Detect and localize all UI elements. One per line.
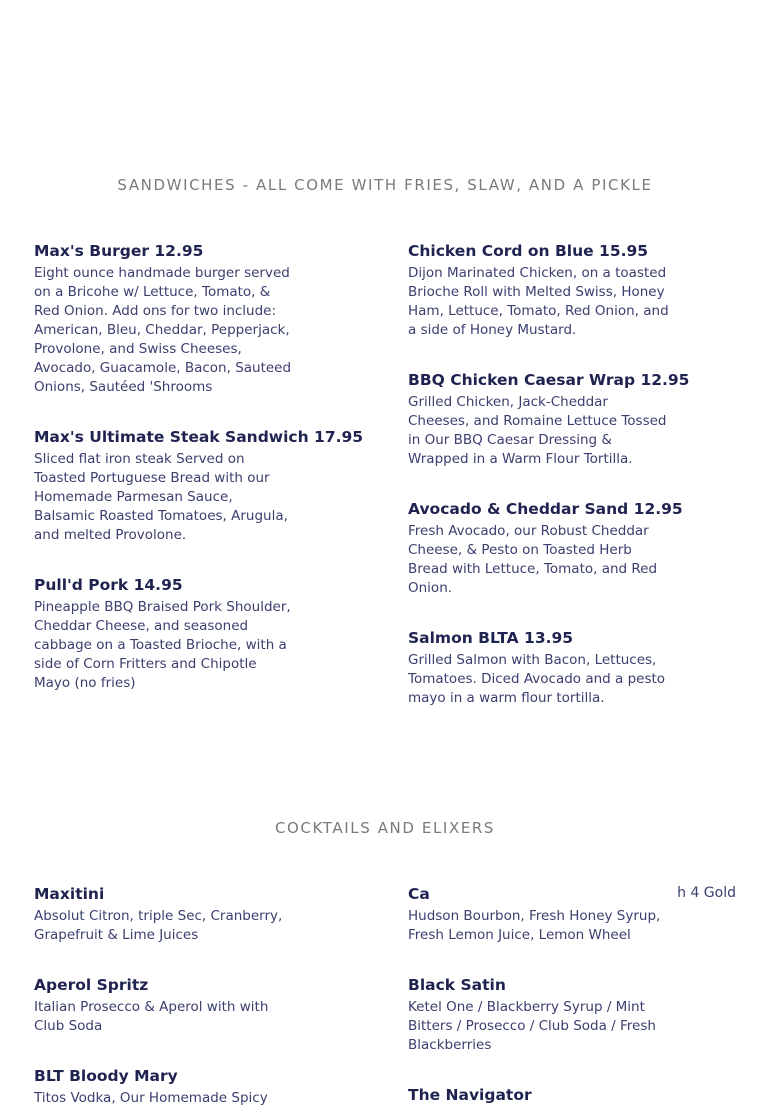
item-title: Avocado & Cheddar Sand 12.95 — [408, 500, 683, 518]
item-description: Italian Prosecco & Aperol with with Club Soda — [34, 999, 269, 1034]
cocktails-heading: COCKTAILS AND ELIXERS — [274, 819, 496, 837]
menu-item — [34, 427, 364, 545]
sandwiches-left-column — [34, 241, 364, 693]
item-description: Eight ounce handmade burger served on a Bricohe w/ Lettuce, Tomato, & Red Onion. Add ons for two include: American, Bleu, Cheddar, Pepperjack, Provolone, and Swiss Cheeses, Avocado, Guacamole, Bacon, Sauteed Onions, Sautéed 'Shrooms — [34, 265, 292, 395]
item-title: BLT Bloody Mary — [34, 1067, 178, 1085]
item-title: Maxitini — [34, 885, 105, 903]
item-title: Pull'd Pork 14.95 — [34, 576, 183, 594]
cocktails-left-column — [34, 884, 354, 1108]
item-description: Grilled Chicken, Jack-Cheddar Cheeses, and Romaine Lettuce Tossed in Our BBQ Caesar Dressing & Wrapped in a Warm Flour Tortilla. — [408, 394, 667, 467]
sandwiches-heading: SANDWICHES - ALL COME WITH FRIES, SLAW, AND A PICKLE — [117, 176, 653, 194]
item-description: Dijon Marinated Chicken, on a toasted Brioche Roll with Melted Swiss, Honey Ham, Lettuce, Tomato, Red Onion, and a side of Honey Mustard. — [408, 265, 669, 338]
menu-item — [408, 499, 728, 598]
item-title: Max's Ultimate Steak Sandwich 17.95 — [34, 428, 364, 446]
item-description: Sliced flat iron steak Served on Toasted Portuguese Bread with our Homemade Parmesan Sauce, Balsamic Roasted Tomatoes, Arugula, and melted Provolone. — [34, 451, 288, 543]
item-title: Aperol Spritz — [34, 976, 149, 994]
item-title: Black Satin — [408, 976, 506, 994]
item-title: Ca — [408, 885, 430, 903]
item-description: Titos Vodka, Our Homemade Spicy — [34, 1090, 268, 1106]
menu-item — [408, 241, 728, 340]
item-description: Ketel One / Blackberry Syrup / Mint Bitters / Prosecco / Club Soda / Fresh Blackberries — [408, 999, 656, 1053]
menu-item — [34, 575, 354, 693]
menu-item — [408, 1085, 728, 1105]
item-title: BBQ Chicken Caesar Wrap 12.95 — [408, 371, 690, 389]
sandwiches-right-column — [408, 241, 728, 708]
item-title: Salmon BLTA 13.95 — [408, 629, 574, 647]
item-title: Max's Burger 12.95 — [34, 242, 204, 260]
menu-item — [408, 628, 728, 708]
item-title: The Navigator — [408, 1086, 532, 1104]
item-description: Absolut Citron, triple Sec, Cranberry, Grapefruit & Lime Juices — [34, 908, 283, 943]
item-title: Chicken Cord on Blue 15.95 — [408, 242, 649, 260]
menu-item — [408, 370, 728, 469]
menu-item — [34, 884, 354, 945]
cocktails-right-column — [408, 884, 728, 1105]
menu-item — [34, 1066, 354, 1108]
menu-item — [34, 975, 354, 1036]
item-description: Grilled Salmon with Bacon, Lettuces, Tomatoes. Diced Avocado and a pesto mayo in a warm flour tortilla. — [408, 652, 666, 706]
item-description: Fresh Avocado, our Robust Cheddar Cheese, & Pesto on Toasted Herb Bread with Lettuce, Tomato, and Red Onion. — [408, 523, 658, 596]
menu-item — [408, 975, 728, 1055]
item-description: Pineapple BBQ Braised Pork Shoulder, Cheddar Cheese, and seasoned cabbage on a Toasted Brioche, with a side of Corn Fritters and Chipotle Mayo (no fries) — [34, 599, 291, 691]
menu-item — [34, 241, 354, 397]
item-description: Hudson Bourbon, Fresh Honey Syrup, Fresh Lemon Juice, Lemon Wheel — [408, 908, 661, 943]
cocktail-side-note: h 4 Gold — [677, 885, 736, 901]
